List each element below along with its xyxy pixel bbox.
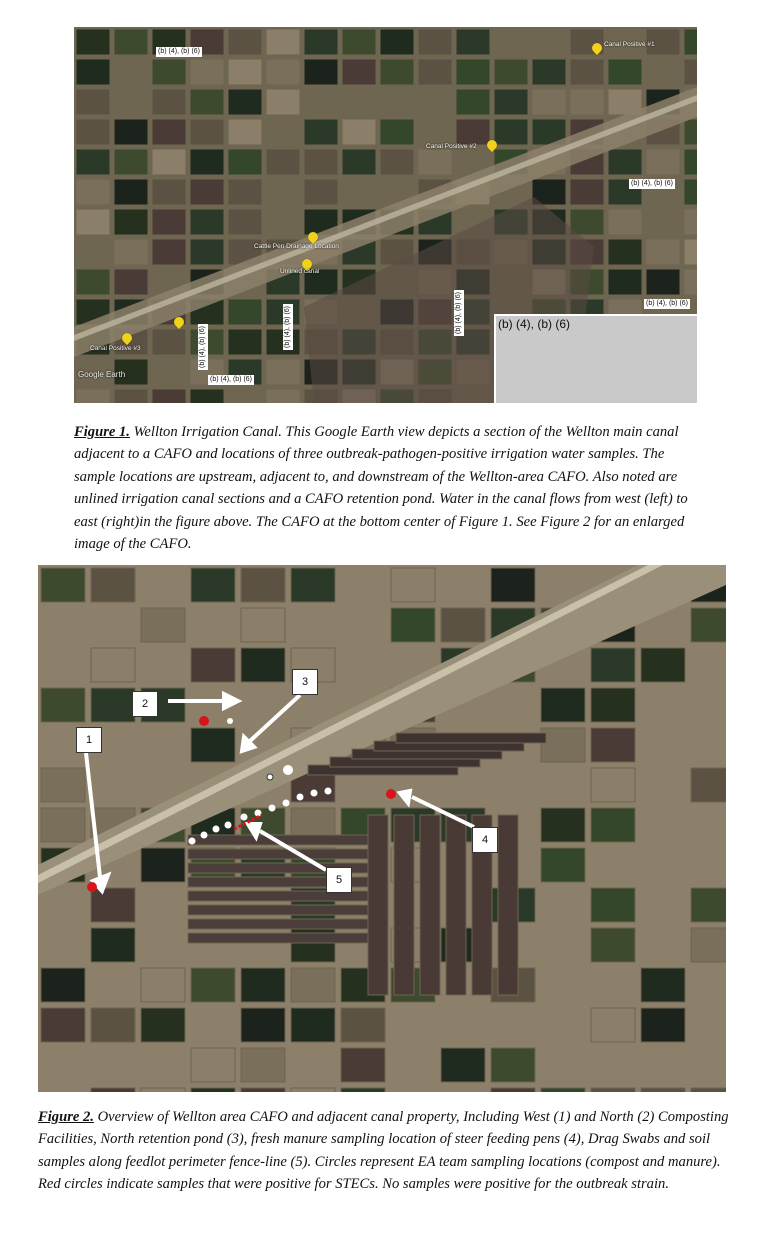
sample-circle: [201, 832, 208, 839]
redaction-label-vertical: (b) (4), (b) (6): [284, 306, 291, 348]
figure-1-caption: [74, 421, 704, 555]
redaction-label: (b) (4), (b) (6): [158, 48, 200, 55]
marker-label-2: 2: [132, 691, 158, 717]
sample-circle: [213, 826, 220, 833]
redaction-label-vertical: (b) (4), (b) (6): [455, 292, 462, 334]
marker-label-3: 3: [292, 669, 318, 695]
positive-sample-marker: [386, 789, 396, 799]
sample-circle: [189, 838, 196, 845]
map-label: Canal Positive #1: [604, 41, 655, 48]
figure-2-map: [38, 565, 726, 1092]
figure-1-map: [74, 27, 697, 403]
map-label: Canal Positive #3: [90, 345, 141, 352]
redaction-label: (b) (4), (b) (6): [646, 300, 688, 307]
map-label: Cattle Pen Drainage Location: [254, 243, 339, 250]
positive-sample-marker: [199, 716, 209, 726]
sample-circle: [283, 800, 290, 807]
marker-label-5: 5: [326, 867, 352, 893]
figure-2-label: Figure 2.: [38, 1109, 94, 1125]
marker-label-1: 1: [76, 727, 102, 753]
redaction-label: (b) (4), (b) (6): [210, 376, 252, 383]
sample-circle: [311, 790, 318, 797]
redaction-label: (b) (4), (b) (6): [631, 180, 673, 187]
figure-2-caption-text: Overview of Wellton area CAFO and adjacent canal property, Including West (1) and North (2) Composting Facilities, North retention pond (3), fresh manure sampling location of steer feeding pens (4), Drag Swabs and soil samples along feedlot perimeter fence-line (5). Circles represent EA team sampling locations (compost and manure). Red circles indicate samples that were positive for STECs. No samples were positive for the outbreak strain.: [38, 1109, 729, 1193]
redaction-label-vertical: (b) (4), (b) (6): [199, 326, 206, 368]
sample-circle: [297, 794, 304, 801]
sample-circle: [225, 822, 232, 829]
figure-1-label: Figure 1.: [74, 424, 130, 440]
figure-2-caption: [38, 1106, 738, 1196]
marker-label-4: 4: [472, 827, 498, 853]
positive-sample-marker: [87, 882, 97, 892]
sample-circle: [269, 805, 276, 812]
sample-circle: [241, 814, 248, 821]
map-label: Canal Positive #2: [426, 143, 477, 150]
google-earth-watermark: Google Earth: [78, 370, 126, 379]
map-label: Unlined canal: [280, 268, 320, 275]
figure-2-satellite-image: [38, 565, 726, 1092]
redaction-label-large: (b) (4), (b) (6): [498, 317, 570, 331]
sample-circle: [325, 788, 332, 795]
figure-1-caption-text: Wellton Irrigation Canal. This Google Earth view depicts a section of the Wellton main canal adjacent to a CAFO and locations of three outbreak-pathogen-positive irrigation water samples. The sample locations are upstream, adjacent to, and downstream of the Wellton-area CAFO. Also noted are unlined irrigation canal sections and a CAFO retention pond. Water in the canal flows from west (left) to east (right)in the figure above. The CAFO at the bottom center of Figure 1. See Figure 2 for an enlarged image of the CAFO.: [74, 424, 688, 553]
